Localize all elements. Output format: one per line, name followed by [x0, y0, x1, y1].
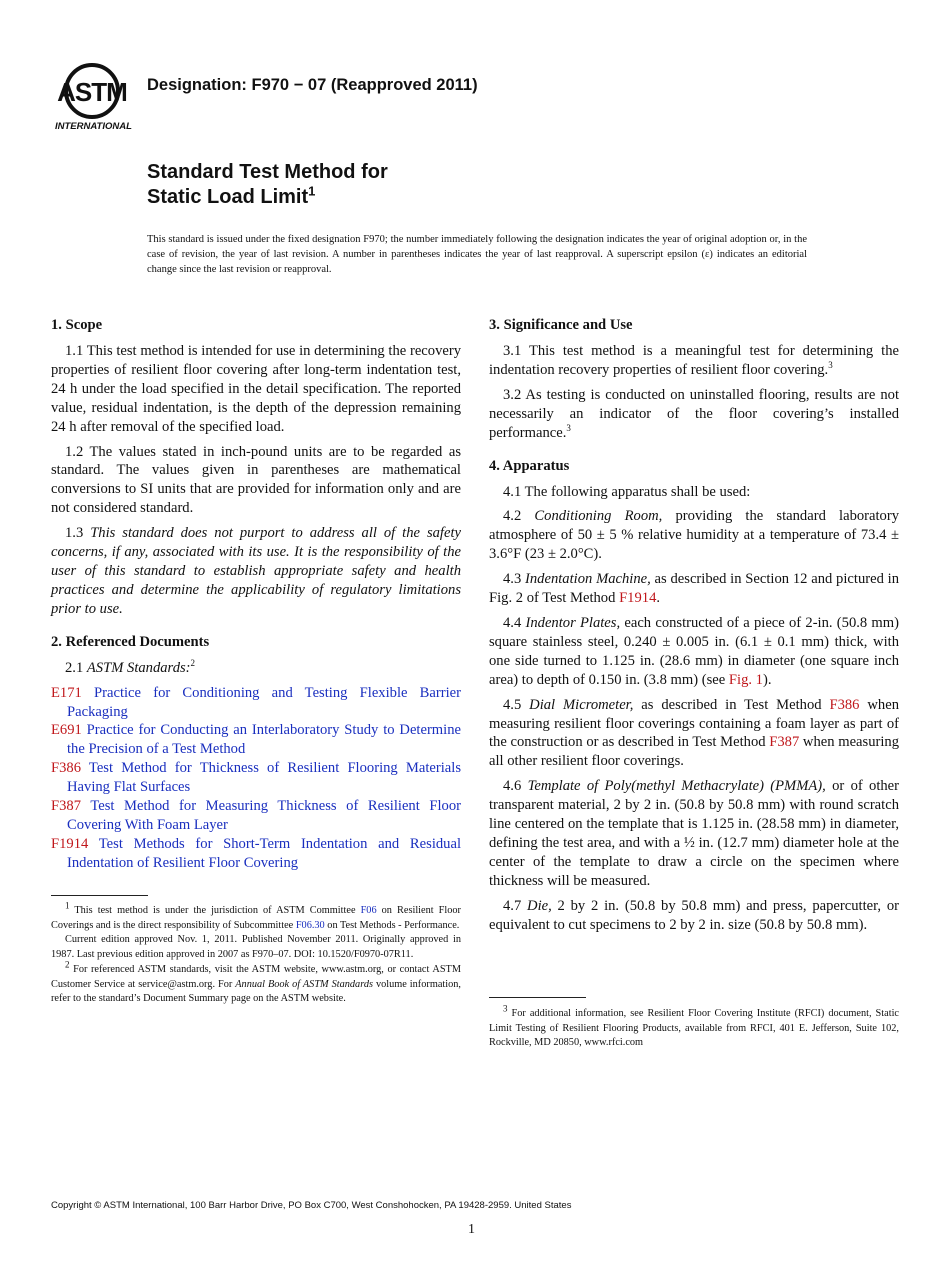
reference-link[interactable]: F386 [51, 760, 82, 777]
footnote-divider [489, 997, 586, 998]
committee-link[interactable]: F06 [360, 905, 377, 916]
svg-text:ASTM: ASTM [57, 77, 127, 107]
footnotes-left [51, 900, 461, 1007]
page-number: 1 [468, 1222, 475, 1237]
paragraph-3-2: 3.2 As testing is conducted on uninstalled flooring, results are not necessarily an indicator of the floor covering’s installed performance.$^3$ [489, 386, 899, 441]
page-title [147, 160, 388, 210]
paragraph-1-1: 1.1 This test method is intended for use in determining the recovery properties of resilient floor covering after long-term indentation test, 24 h under the load specified in the detail specification. The reported value, residual indentation, is the depth of the depression remaining 24 h after removal of the specified load. [51, 343, 461, 435]
f386-link[interactable]: F386 [829, 696, 860, 713]
svg-text:INTERNATIONAL: INTERNATIONAL [55, 121, 132, 132]
reference-item: F386 Test Method for Thickness of Resilient Flooring Materials Having Flat Surfaces [51, 760, 461, 796]
left-column [51, 316, 461, 873]
section-heading-referenced-documents: 2. Referenced Documents [51, 633, 210, 650]
paragraph-4-5: 4.5 Dial Micrometer, as described in Test Method F386 when measuring resilient floor coverings containing a foam layer as part of the construction or as described in Test Method F387 when measuring all other resilient floor coverings. [489, 696, 900, 770]
footnote-1: $^1$ This test method is under the jurisdiction of ASTM Committee F06 on Resilient Floor Coverings and is the direct responsibility of Subcommittee F06.30 on Test Methods - Performance. [51, 900, 461, 931]
section-heading-apparatus: 4. Apparatus [489, 457, 570, 474]
reference-item: E171 Practice for Conditioning and Testing Flexible Barrier Packaging [51, 684, 461, 720]
reference-item: F387 Test Method for Measuring Thickness of Resilient Floor Covering With Foam Layer [51, 798, 461, 833]
title-line-2: Static Load Limit$^1$ [147, 183, 316, 208]
reference-item: F1914 Test Methods for Short-Term Indentation and Residual Indentation of Resilient Floor Covering [51, 835, 461, 871]
astm-logo [52, 58, 138, 132]
title-line-1: Standard Test Method for [147, 161, 388, 183]
paragraph-1-2: 1.2 The values stated in inch-pound units are to be regarded as standard. The values given in parentheses are mathematical conversions to SI units that are provided for information only and are not considered standard. [51, 443, 461, 517]
fig-1-link[interactable]: Fig. 1 [728, 671, 763, 688]
right-column [489, 316, 899, 940]
paragraph-1-3: 1.3 This standard does not purport to address all of the safety concerns, if any, associated with its use. It is the responsibility of the user of this standard to establish appropriate safety and health practices and determine the applicability of regulatory limitations prior to use. [51, 525, 461, 617]
f387-link[interactable]: F387 [769, 734, 800, 751]
paragraph-4-7: 4.7 Die, 2 by 2 in. (50.8 by 50.8 mm) and press, papercutter, or equivalent to cut specimens to 2 by 2 in. size (50.8 by 50.8 mm). [489, 897, 899, 933]
reference-link[interactable]: F1914 [51, 835, 89, 852]
section-heading-scope: 1. Scope [51, 317, 103, 333]
paragraph-3-1: 3.1 This test method is a meaningful test for determining the indentation recovery properties of resilient floor covering.$^3$ [489, 343, 899, 378]
paragraph-4-4: 4.4 Indentor Plates, each constructed of a piece of 2-in. (50.8 mm) square stainless steel, 0.240 ± 0.005 in. (6.1 ± 0.1 mm) thick, with one side turned to 1.125 in. (28.6 mm) in diameter (one square inch area) to depth of 0.150 in. (3.8 mm) (see Fig. 1). [489, 614, 899, 688]
footnote-divider [51, 895, 148, 896]
intro-paragraph: This standard is issued under the fixed designation F970; the number immediately following the designation indicates the year of original adoption or, in the case of revision, the year of last revision. A number in parentheses indicates the year of last reapproval. A superscript epsilon (ε) indicates an editorial change since the last revision or reapproval. [147, 234, 807, 275]
paragraph-4-6: 4.6 Template of Poly(methyl Methacrylate) (PMMA), or of other transparent material, 2 by 2 in. (50.8 by 50.8 mm) with round scratch line centered on the template that is 1.125 in. (28.58 mm) in diameter, defining the test area, and with a ½ in. (12.7 mm) diameter hole at the center of the template to draw a circle on the specimen where thickness will be measured. [489, 778, 900, 889]
reference-item: E691 Practice for Conducting an Interlaboratory Study to Determine the Precision of a Test Method [51, 722, 461, 758]
footnote-3: $^3$ For additional information, see Resilient Floor Covering Institute (RFCI) document, Static Limit Testing of Resilient Flooring Products, available from RFCI, 401 E. Jefferson, Suite 102, Rockville, MD 20850, www.rfci.com [489, 1003, 899, 1049]
designation: Designation: F970 − 07 (Reapproved 2011) [147, 76, 478, 94]
subcommittee-link[interactable]: F06.30 [295, 919, 325, 931]
section-heading-significance: 3. Significance and Use [489, 317, 633, 333]
paragraph-4-1: 4.1 The following apparatus shall be used: [503, 483, 751, 500]
reference-link[interactable]: E171 [51, 684, 82, 701]
reference-link[interactable]: F387 [51, 798, 82, 815]
paragraph-4-3: 4.3 Indentation Machine, as described in Section 12 and pictured in Fig. 2 of Test Method F1914. [489, 571, 899, 607]
footnote-2: $^2$ For referenced ASTM standards, visit the ASTM website, www.astm.org, or contact ASTM Customer Service at service@astm.org. For Annual Book of ASTM Standards volume information, refer to the standard’s Document Summary page on the ASTM website. [51, 959, 461, 1005]
astm-logo-mark [52, 58, 138, 132]
paragraph-2-1: 2.1 ASTM Standards:$^2$ [65, 657, 196, 676]
copyright: Copyright © ASTM International, 100 Barr Harbor Drive, PO Box C700, West Conshohocken, PA 19428-2959. United States [51, 1200, 572, 1211]
footnote-1-edition: Current edition approved Nov. 1, 2011. Published November 2011. Originally approved in 1987. Last previous edition approved in 2007 as F970–07. DOI: 10.1520/F0970-07R11. [51, 934, 461, 961]
reference-link[interactable]: E691 [51, 722, 82, 739]
paragraph-4-2: 4.2 Conditioning Room, providing the standard laboratory atmosphere of 50 ± 5 % relative humidity at a temperature of 73.4 ± 3.6°F (23 ± 2.0°C). [489, 508, 900, 563]
f1914-link[interactable]: F1914 [619, 590, 657, 607]
